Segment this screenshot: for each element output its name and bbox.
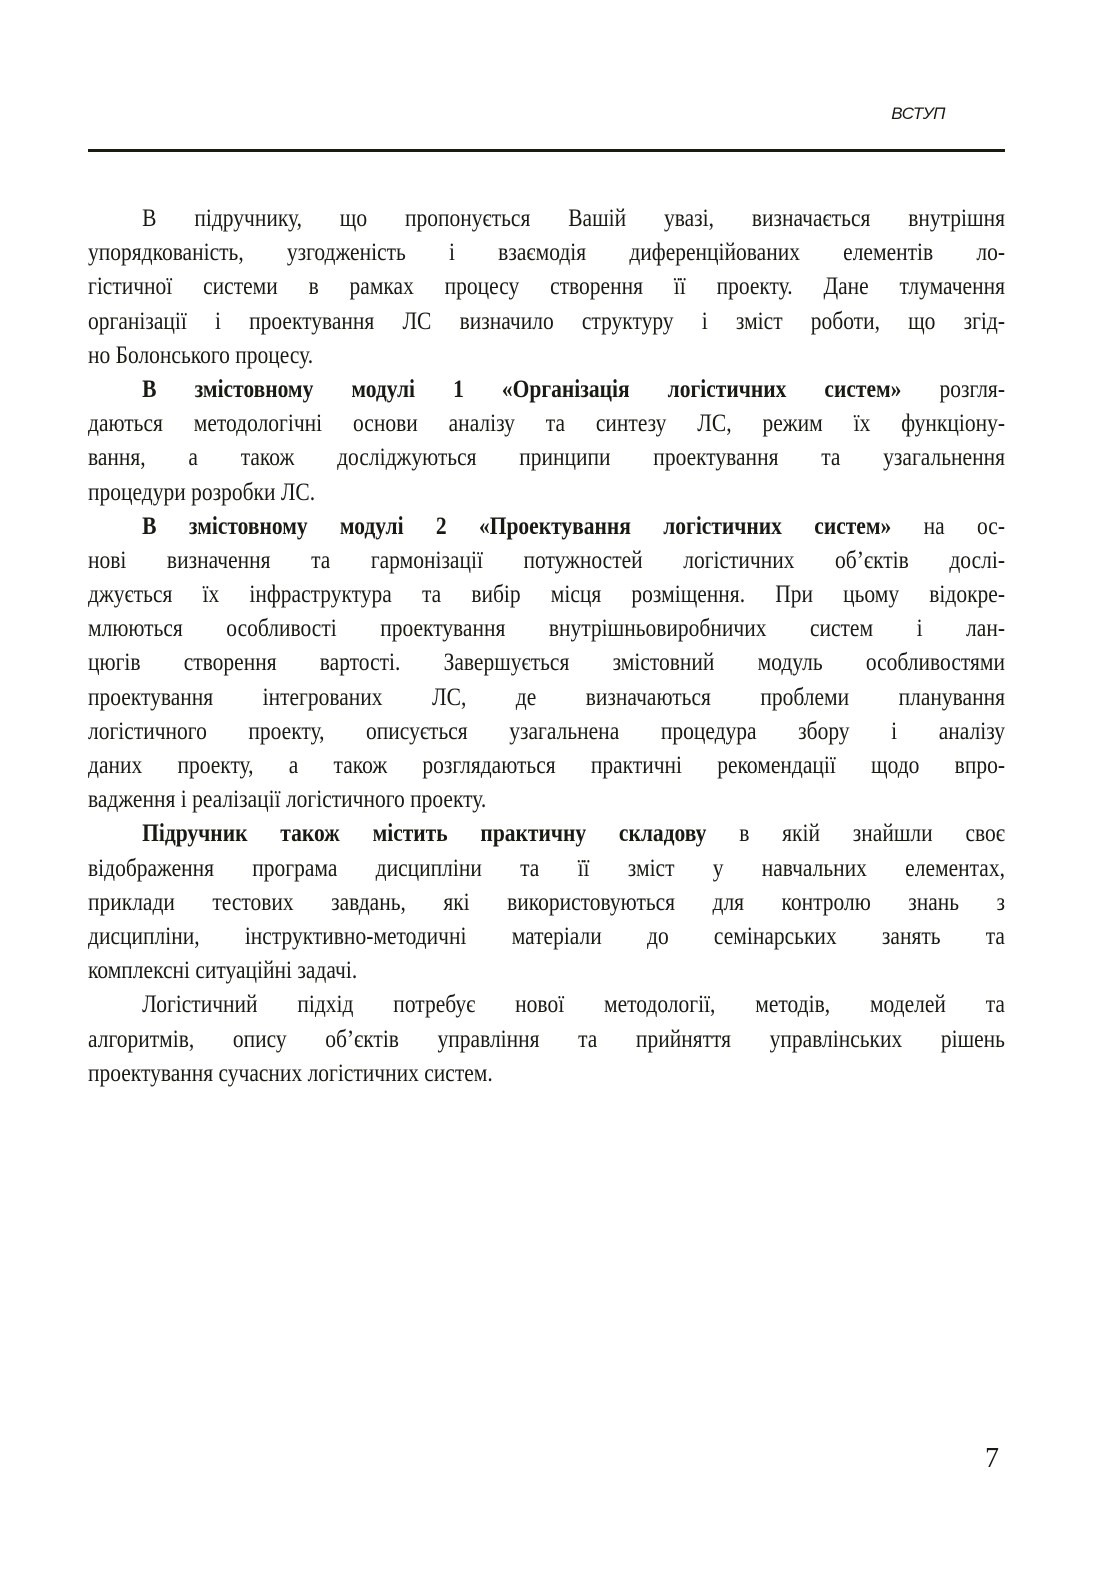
text-line: процедури розробки ЛС. — [88, 478, 316, 506]
page-body — [88, 202, 1005, 1091]
page-number: 7 — [985, 1443, 999, 1474]
text-line: нові визначення та гармонізації потужностей логістичних об’єктів дослі- — [88, 546, 1005, 574]
text-line: організації і проектування ЛС визначило структуру і зміст роботи, що згід- — [88, 307, 1005, 335]
text-line: цюгів створення вартості. Завершується змістовний модуль особливостями — [88, 649, 1005, 677]
text-line: В змістовному модулі 1 «Організація логістичних систем» розгля- — [142, 375, 1005, 403]
header-rule — [88, 149, 1005, 152]
text-line: джується їх інфраструктура та вибір місця розміщення. При цьому відокре- — [88, 581, 1005, 609]
text-line: Логістичний підхід потребує нової методології, методів, моделей та — [142, 991, 1005, 1019]
text-line: даних проекту, а також розглядаються практичні рекомендації щодо впро- — [88, 752, 1005, 779]
paragraph-module-1 — [88, 373, 1005, 510]
paragraph-module-2 — [88, 510, 1005, 818]
text-line: комплексні ситуаційні задачі. — [88, 957, 358, 985]
running-header-title: ВСТУП — [891, 104, 945, 123]
text-line: но Болонського процесу. — [88, 341, 314, 369]
text-line: проектування сучасних логістичних систем. — [88, 1059, 493, 1087]
text-line: приклади тестових завдань, які використовуються для контролю знань з — [88, 888, 1005, 916]
text-line: В підручнику, що пропонується Вашій увазі, визначається внутрішня — [142, 205, 1005, 232]
paragraph-practical-part — [88, 817, 1005, 988]
text-line: алгоритмів, опису об’єктів управління та прийняття управлінських рішень — [88, 1025, 1005, 1053]
text-line: Підручник також містить практичну складову в якій знайшли своє — [142, 820, 1005, 848]
text-line: даються методологічні основи аналізу та синтезу ЛС, режим їх функціону- — [88, 410, 1005, 438]
text-line: гістичної системи в рамках процесу створення її проекту. Дане тлумачення — [88, 273, 1005, 301]
text-line: упорядкованість, узгодженість і взаємодія диференційованих елементів ло- — [88, 239, 1005, 267]
module-2-heading: В змістовному модулі 2 «Проектування логістичних систем» — [142, 512, 892, 540]
paragraph-logistic-approach — [88, 988, 1005, 1091]
text-line: В змістовному модулі 2 «Проектування логістичних систем» на ос- — [142, 512, 1005, 540]
text-line: вадження і реалізації логістичного проекту. — [88, 786, 487, 814]
paragraph-intro — [88, 202, 1005, 373]
text-line: логістичного проекту, описується узагальнена процедура збору і аналізу — [88, 717, 1005, 745]
text-line: проектування інтегрованих ЛС, де визначаються проблеми планування — [88, 683, 1005, 711]
text-line: млюються особливості проектування внутрішньовиробничих систем і лан- — [88, 615, 1005, 643]
module-1-heading: В змістовному модулі 1 «Організація логістичних систем» — [142, 375, 902, 403]
text-line: вання, а також досліджуються принципи проектування та узагальнення — [88, 444, 1005, 472]
text-line: відображення програма дисципліни та її зміст у навчальних елементах, — [88, 854, 1005, 882]
practical-part-heading: Підручник також містить практичну складову — [142, 820, 707, 848]
text-line: дисципліни, інструктивно-методичні матеріали до семінарських занять та — [88, 922, 1005, 950]
